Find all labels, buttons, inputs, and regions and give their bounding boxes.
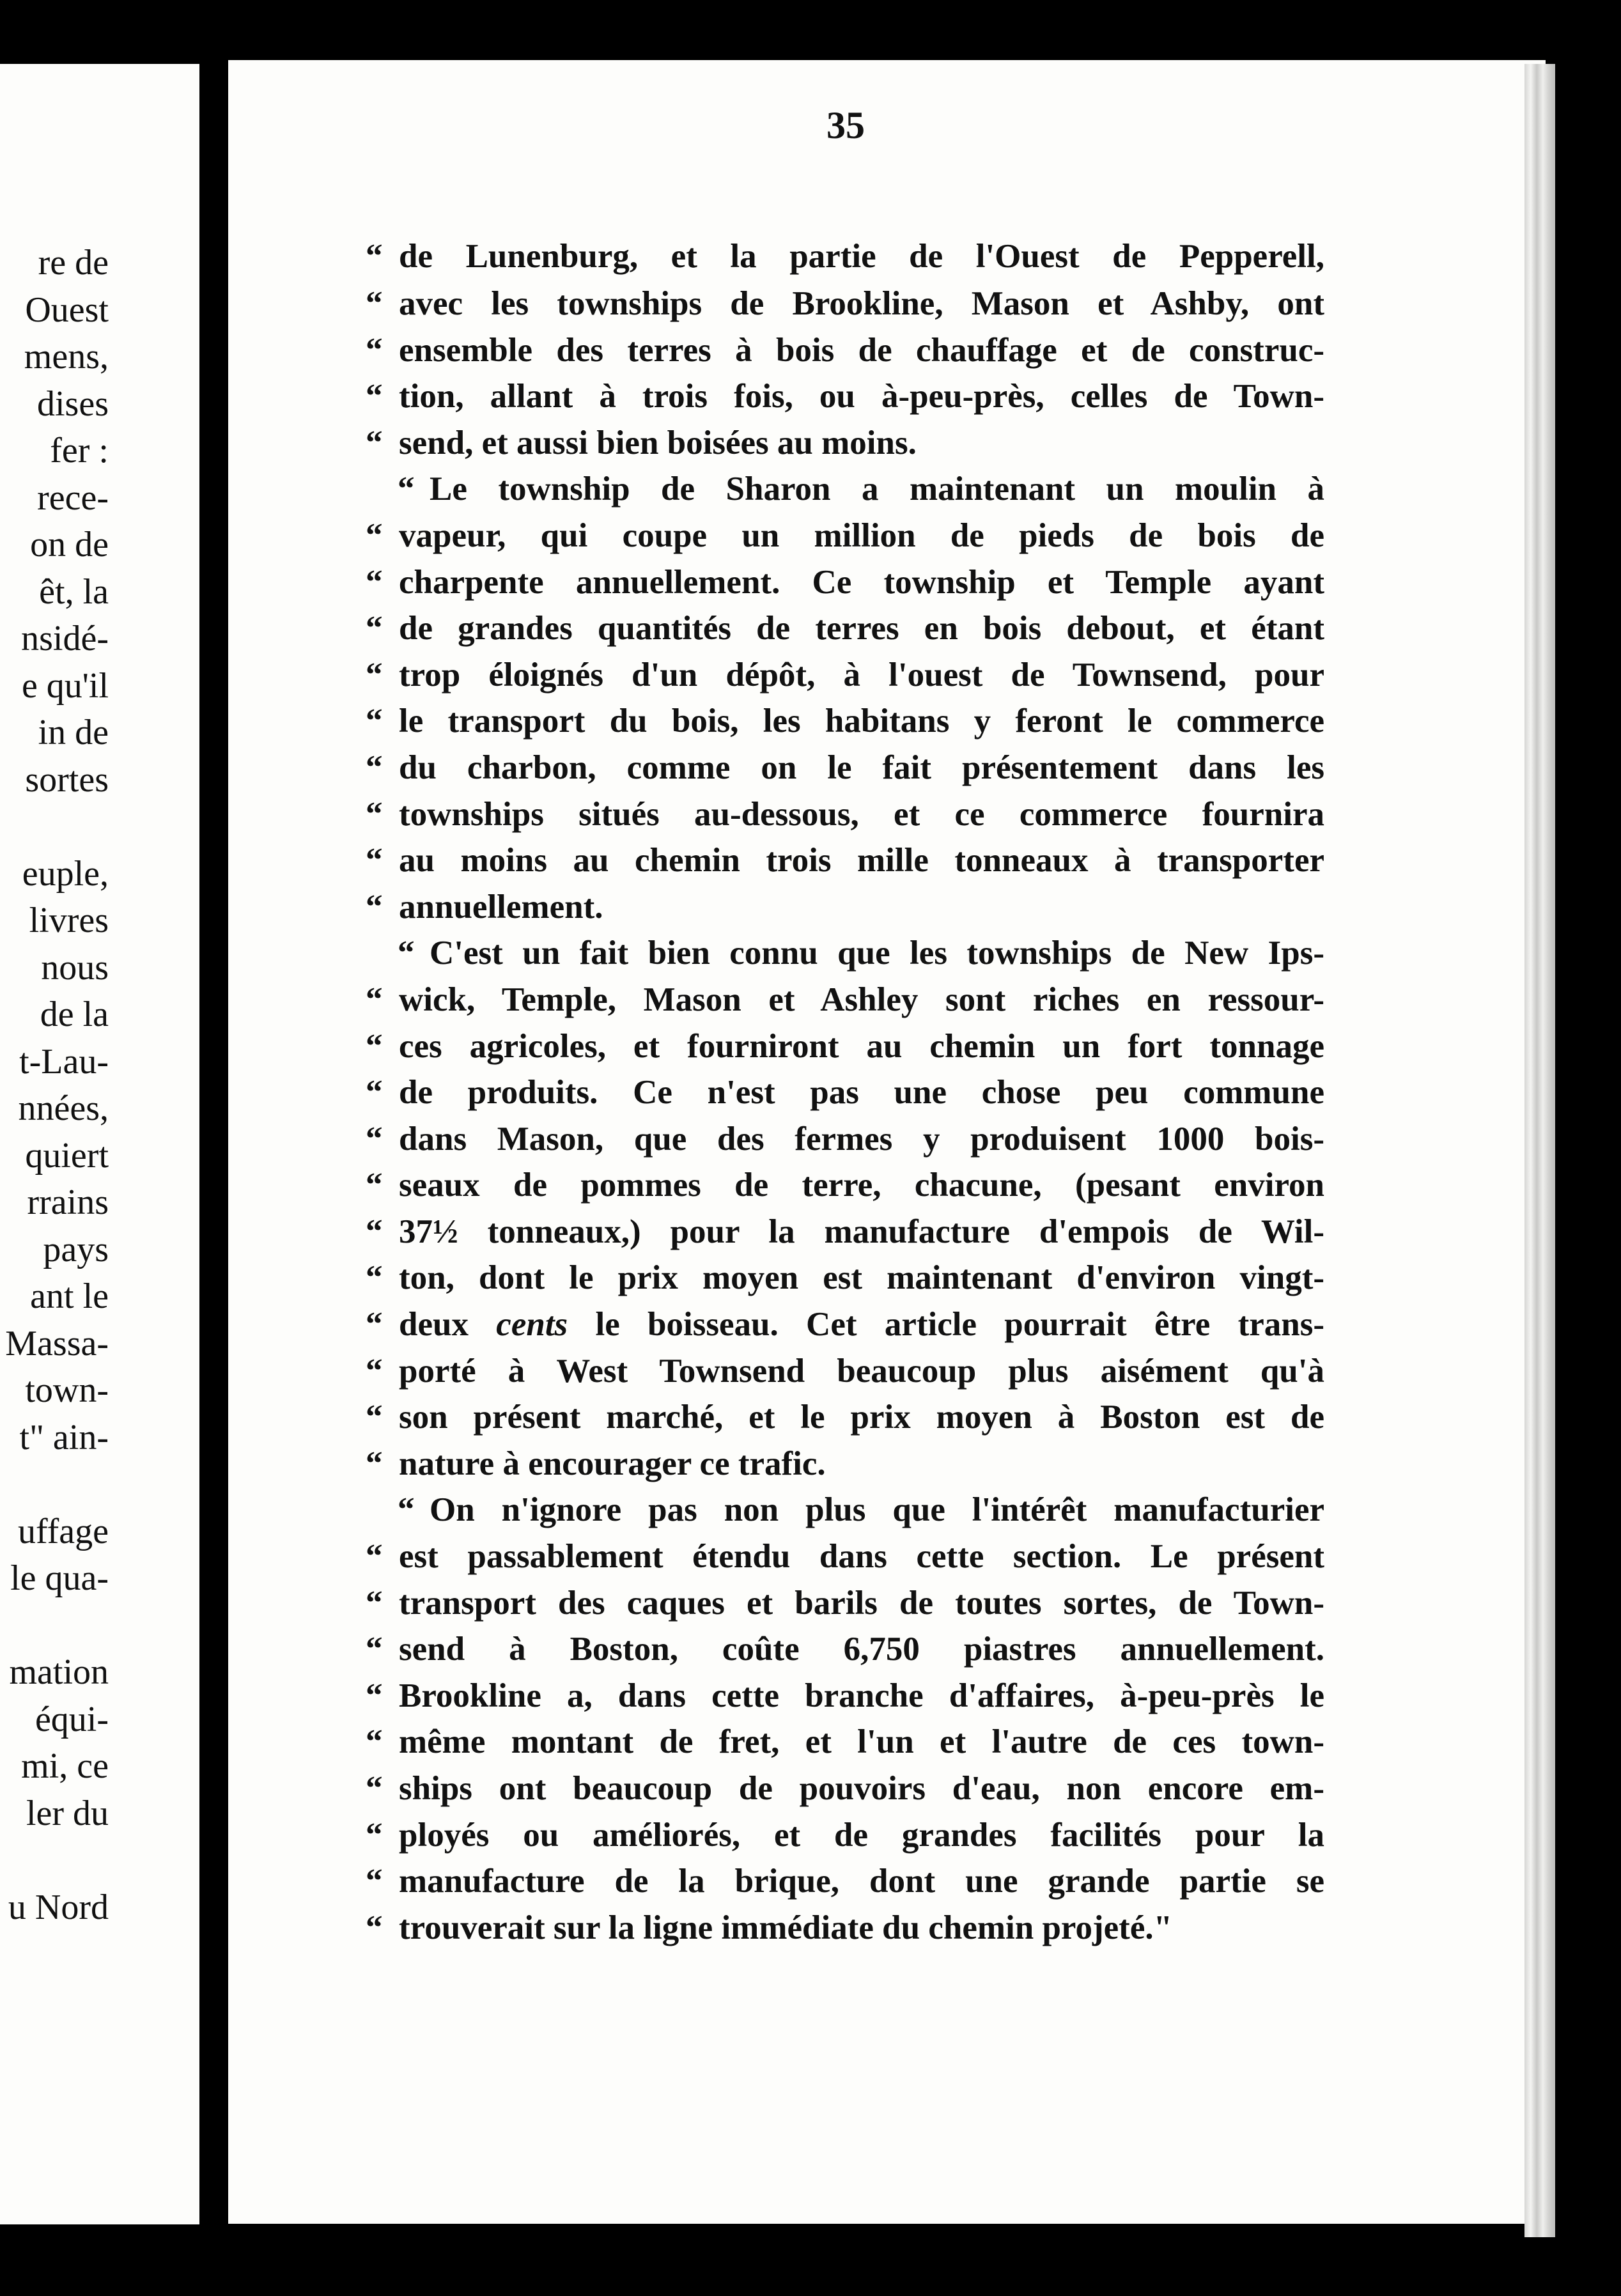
quote-mark: “: [366, 1909, 383, 1946]
text-line: [366, 1116, 1324, 1163]
left-page-line: sortes: [25, 759, 109, 800]
text-line: [366, 1209, 1324, 1255]
text-line-content: ton, dont le prix moyen est maintenant d'environ vingt-: [399, 1259, 1324, 1297]
text-line-content: vapeur, qui coupe un million de pieds de bois de: [399, 516, 1324, 554]
left-page-line: fer :: [50, 431, 109, 470]
quote-mark: “: [366, 610, 383, 648]
text-line: [366, 1487, 1324, 1533]
text-line-content: Brookline a, dans cette branche d'affaires, à-peu-près le: [399, 1677, 1324, 1714]
left-page-line: on de: [30, 525, 109, 564]
left-page-line: êt, la: [39, 571, 109, 612]
text-line: [366, 1765, 1324, 1812]
quote-mark: “: [366, 795, 383, 833]
text-line-content: ces agricoles, et fourniront au chemin un fort tonnage: [399, 1027, 1324, 1065]
text-line-content: tion, allant à trois fois, ou à-peu-près, celles de Town-: [399, 378, 1324, 415]
text-line-content: est passablement étendu dans cette section. Le présent: [399, 1538, 1324, 1576]
quote-mark: “: [398, 470, 415, 508]
text-line-content: annuellement.: [399, 888, 603, 926]
left-page-line: in de: [38, 713, 109, 752]
text-line: [366, 1255, 1324, 1301]
text-line: [366, 420, 1324, 467]
text-line: [366, 652, 1324, 699]
left-page-line: uffage: [18, 1511, 109, 1551]
quote-mark: “: [366, 424, 383, 462]
left-page-line: e qu'il: [21, 665, 109, 706]
text-line: [366, 1626, 1324, 1673]
text-line: [366, 1162, 1324, 1209]
left-page-line: t-Lau-: [19, 1041, 109, 1082]
quote-mark: “: [366, 656, 383, 694]
text-line-content: deux: [399, 1306, 469, 1344]
quote-mark: “: [366, 516, 383, 554]
quote-mark: “: [366, 749, 383, 786]
left-page-line: u Nord: [8, 1887, 109, 1927]
quote-mark: “: [366, 1584, 383, 1622]
quote-mark: “: [366, 1027, 383, 1065]
text-line: [366, 837, 1324, 884]
text-line-content: le boisseau. Cet article pourrait être trans-: [595, 1306, 1324, 1344]
text-line-content: ployés ou améliorés, et de grandes facilités pour la: [399, 1816, 1324, 1854]
text-line-content: townships situés au-dessous, et ce commerce fournira: [399, 795, 1324, 833]
text-line: [366, 233, 1324, 281]
text-line-content: ships ont beaucoup de pouvoirs d'eau, non encore em-: [399, 1770, 1324, 1807]
text-line: [366, 1673, 1324, 1719]
text-line-content: seaux de pommes de terre, chacune, (pesant environ: [399, 1167, 1324, 1204]
quote-mark: “: [366, 563, 383, 601]
text-line: [366, 1301, 1324, 1348]
text-line: [366, 1394, 1324, 1441]
text-line: [366, 1441, 1324, 1487]
left-page-line: mation: [9, 1652, 109, 1692]
text-line: [366, 1905, 1324, 1951]
left-page-line: t" ain-: [19, 1417, 109, 1457]
text-line-content: même montant de fret, et l'un et l'autre de ces town-: [399, 1723, 1324, 1761]
text-line-content: son présent marché, et le prix moyen à Boston est de: [399, 1399, 1324, 1436]
page-number: 35: [826, 104, 865, 146]
text-line-content: wick, Temple, Mason et Ashley sont riches en ressour-: [399, 981, 1324, 1018]
text-line-content: Le township de Sharon a maintenant un moulin à: [430, 470, 1324, 508]
left-page-line: rrains: [27, 1183, 109, 1222]
text-line-content: trop éloignés d'un dépôt, à l'ouest de Townsend, pour: [399, 656, 1324, 694]
left-page-line: mens,: [24, 337, 109, 376]
text-line-content: de Lunenburg, et la partie de l'Ouest de Pepperell,: [399, 238, 1324, 275]
left-page-line: pays: [43, 1229, 109, 1269]
quote-mark: “: [366, 238, 383, 275]
left-page-text: [5, 240, 109, 1931]
text-line: [366, 466, 1324, 513]
text-line-content: charpente annuellement. Ce township et Temple ayant: [399, 563, 1324, 601]
quote-mark: “: [366, 1723, 383, 1761]
left-page-line: re de: [38, 243, 109, 283]
quote-mark: “: [366, 1770, 383, 1807]
text-line: [366, 698, 1324, 745]
quote-mark: “: [366, 842, 383, 880]
text-line-content: de produits. Ce n'est pas une chose peu commune: [399, 1074, 1324, 1112]
quote-mark: “: [366, 888, 383, 926]
left-page-line: nsidé-: [21, 619, 109, 658]
body-text: [366, 233, 1324, 1951]
quote-mark: “: [366, 1399, 383, 1436]
quote-mark: “: [366, 1120, 383, 1158]
text-line: [366, 791, 1324, 838]
quote-mark: “: [366, 1167, 383, 1204]
quote-mark: “: [398, 935, 415, 972]
left-page-line: équi-: [35, 1699, 109, 1739]
text-line-content: transport des caques et barils de toutes sortes, de Town-: [399, 1584, 1324, 1622]
quote-mark: “: [366, 378, 383, 415]
text-line-content: C'est un fait bien connu que les townships de New Ips-: [430, 935, 1324, 972]
text-line-content: du charbon, comme on le fait présentement dans les: [399, 749, 1324, 786]
left-page-gap: [5, 1837, 109, 1884]
quote-mark: “: [366, 331, 383, 369]
text-line-content: ensemble des terres à bois de chauffage et de construc-: [399, 331, 1324, 369]
left-page-line: town-: [25, 1370, 109, 1410]
left-page-line: nous: [41, 947, 109, 988]
text-line-content: send à Boston, coûte 6,750 piastres annuellement.: [399, 1631, 1324, 1668]
left-page-line: dises: [37, 384, 109, 424]
quote-mark: “: [366, 1816, 383, 1854]
text-line-content: le transport du bois, les habitans y feront le commerce: [399, 702, 1324, 740]
quote-mark: “: [366, 1631, 383, 1668]
left-page-line: euple,: [22, 853, 109, 894]
quote-mark: “: [398, 1491, 415, 1529]
text-line-content: On n'ignore pas non plus que l'intérêt manufacturier: [430, 1491, 1324, 1529]
left-page-line: nnées,: [18, 1089, 109, 1128]
text-line: [366, 930, 1324, 977]
left-page-line: quiert: [25, 1135, 109, 1175]
text-line-content: dans Mason, que des fermes y produisent 1000 bois-: [399, 1120, 1324, 1158]
text-line-content: de grandes quantités de terres en bois debout, et étant: [399, 610, 1324, 648]
text-line-content: 37½ tonneaux,) pour la manufacture d'empois de Wil-: [399, 1213, 1324, 1250]
text-line-content: send, et aussi bien boisées au moins.: [399, 424, 917, 462]
italic-word: cents: [496, 1306, 568, 1344]
text-line: [366, 1023, 1324, 1070]
left-page-line: livres: [29, 901, 109, 940]
quote-mark: “: [366, 1677, 383, 1714]
quote-mark: “: [366, 1445, 383, 1482]
text-line-content: au moins au chemin trois mille tonneaux à transporter: [399, 842, 1324, 880]
left-page-line: Massa-: [5, 1323, 109, 1363]
page-edge: [1524, 64, 1555, 2237]
left-page-gap: [5, 1461, 109, 1509]
text-line: [366, 281, 1324, 327]
text-line: [366, 1533, 1324, 1580]
quote-mark: “: [366, 1074, 383, 1112]
text-line: [366, 1348, 1324, 1395]
quote-mark: “: [366, 1259, 383, 1297]
quote-mark: “: [366, 981, 383, 1018]
text-line: [366, 1069, 1324, 1116]
text-line: [366, 327, 1324, 374]
left-page-line: rece-: [37, 477, 109, 518]
text-line-content: trouverait sur la ligne immédiate du chemin projeté.": [399, 1909, 1173, 1946]
text-line: [366, 1812, 1324, 1859]
text-line: [366, 559, 1324, 606]
left-page-line: de la: [40, 995, 109, 1034]
left-page-gap: [5, 1602, 109, 1650]
text-line-content: avec les townships de Brookline, Mason et Ashby, ont: [399, 285, 1324, 322]
quote-mark: “: [366, 1538, 383, 1576]
left-page-line: le qua-: [10, 1558, 109, 1598]
left-page-fragment: [0, 64, 199, 2224]
text-line: [366, 745, 1324, 791]
left-page-line: Ouest: [25, 290, 109, 330]
quote-mark: “: [366, 1213, 383, 1250]
quote-mark: “: [366, 1863, 383, 1900]
left-page-line: ler du: [26, 1793, 109, 1833]
text-line: [366, 1580, 1324, 1627]
left-page-line: mi, ce: [21, 1746, 109, 1786]
left-page-line: ant le: [30, 1276, 109, 1316]
text-line-content: manufacture de la brique, dont une grande partie se: [399, 1863, 1324, 1900]
text-line: [366, 884, 1324, 931]
text-line: [366, 513, 1324, 559]
text-line: [366, 1858, 1324, 1905]
text-line: [366, 1719, 1324, 1765]
left-page-gap: [5, 803, 109, 851]
text-line: [366, 373, 1324, 420]
text-line-content: porté à West Townsend beaucoup plus aisément qu'à: [399, 1352, 1324, 1390]
quote-mark: “: [366, 1306, 383, 1344]
text-line-content: nature à encourager ce trafic.: [399, 1445, 826, 1482]
text-line: [366, 977, 1324, 1023]
text-line: [366, 605, 1324, 652]
quote-mark: “: [366, 702, 383, 740]
quote-mark: “: [366, 285, 383, 322]
quote-mark: “: [366, 1352, 383, 1390]
